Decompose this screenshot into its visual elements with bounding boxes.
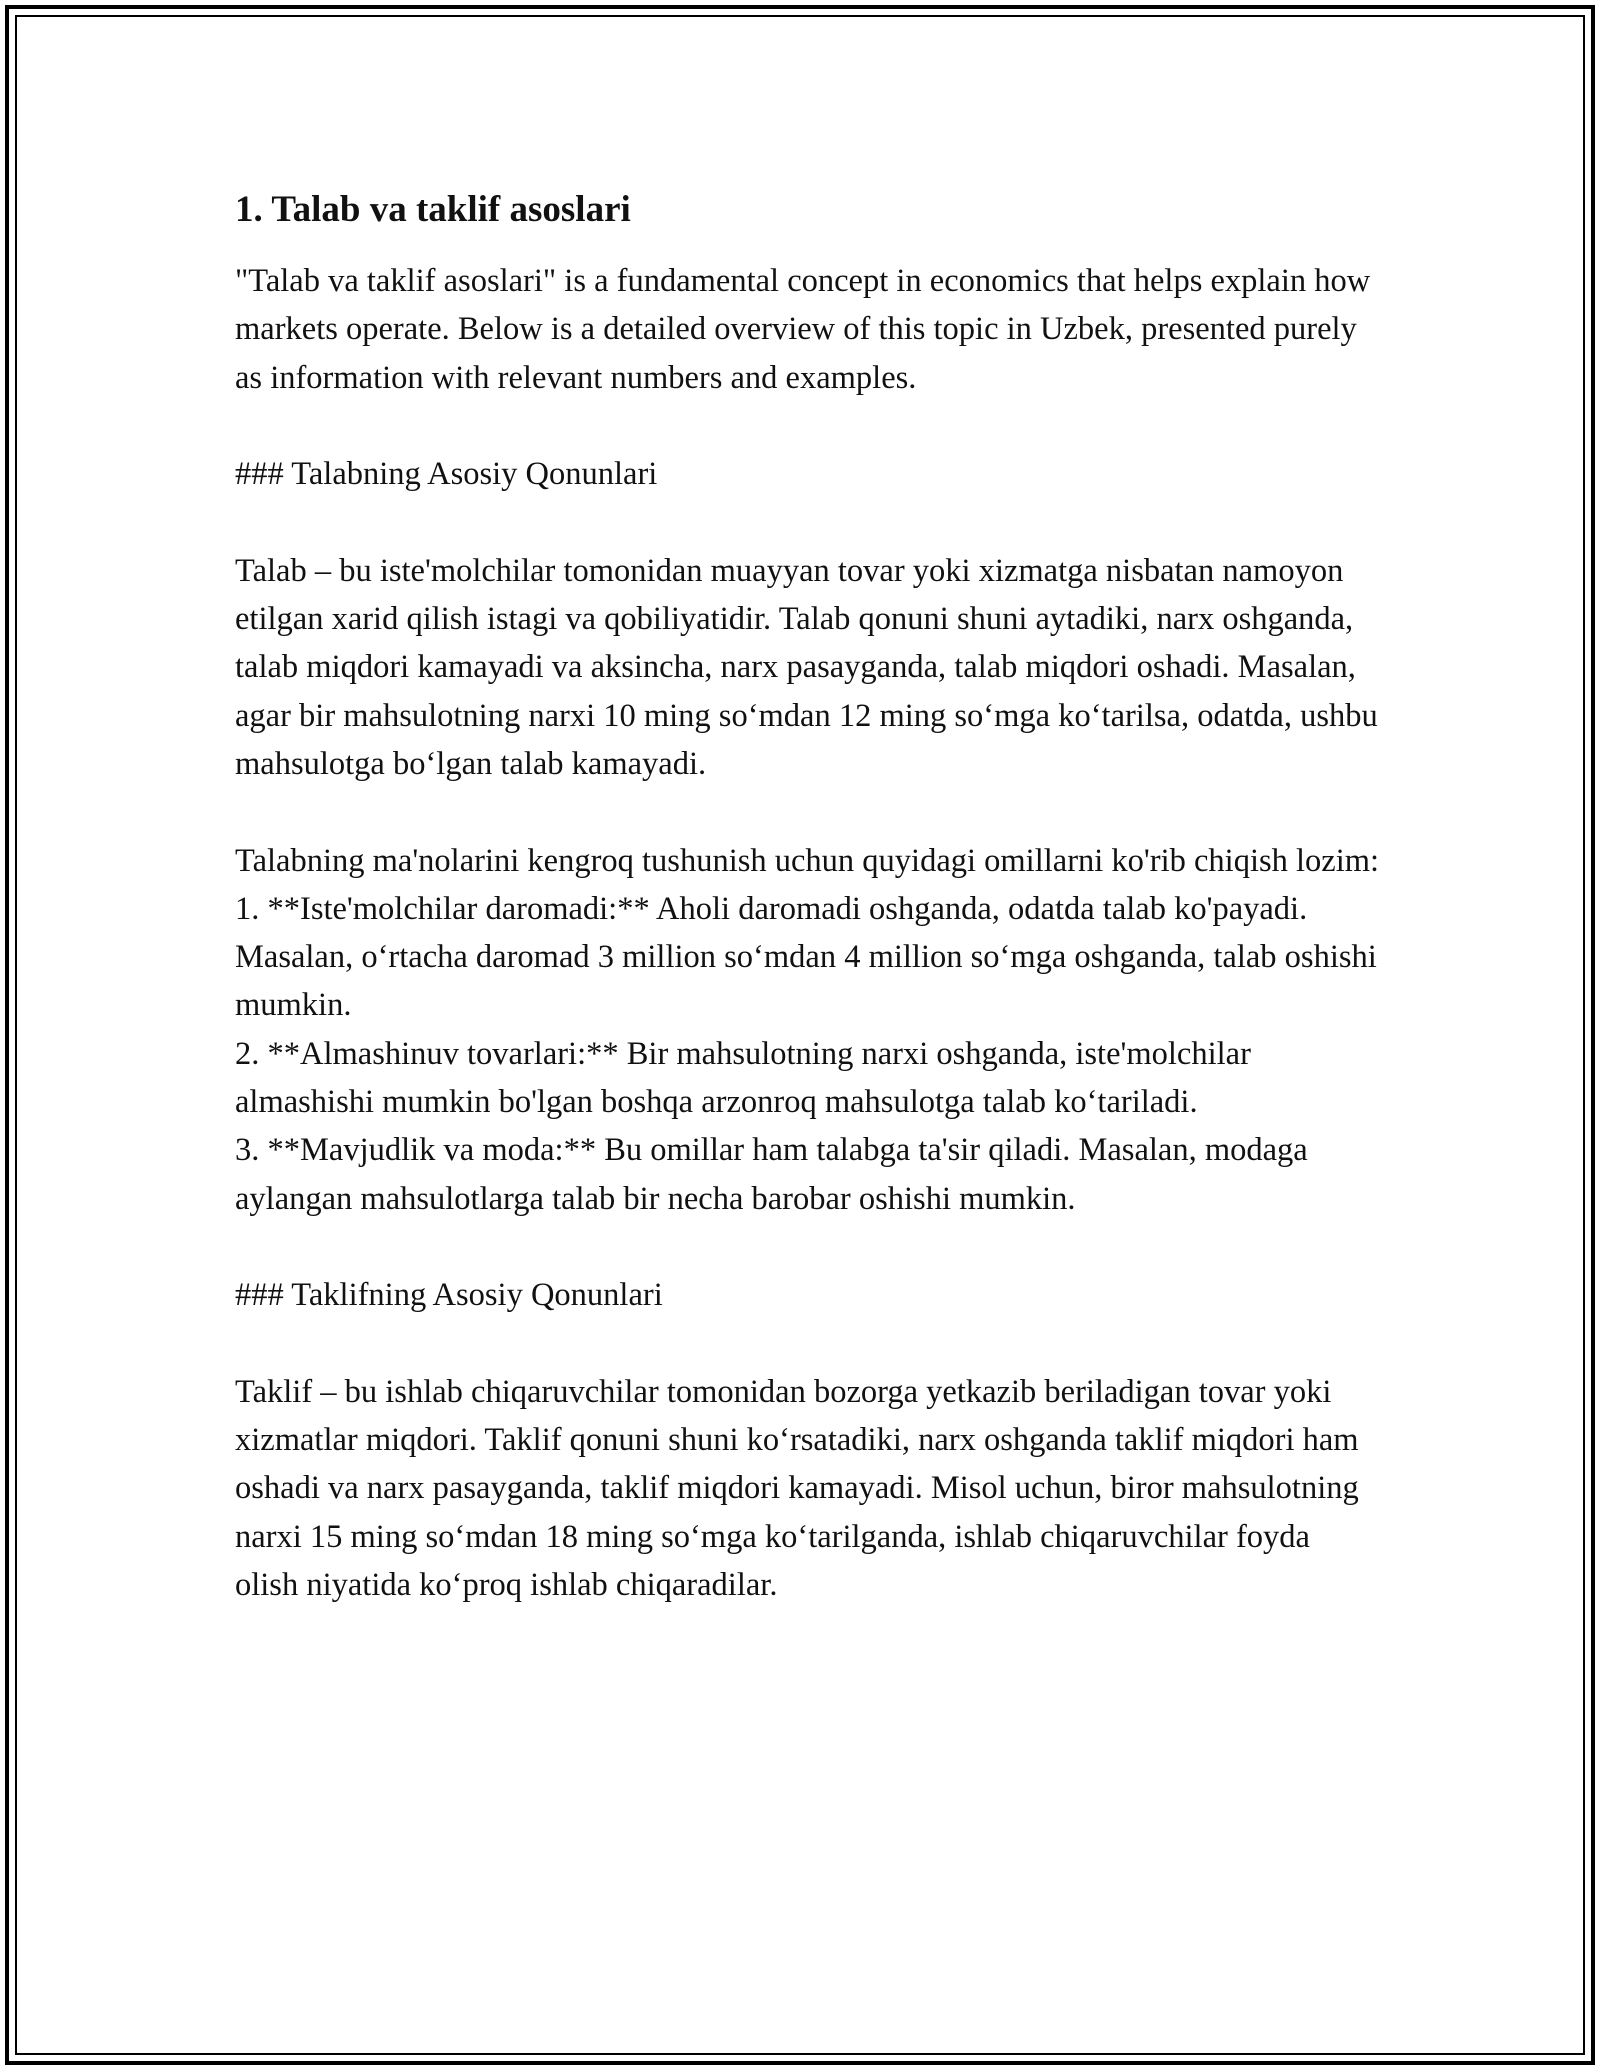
demand-paragraph: Talab – bu iste'molchilar tomonidan muayyan tovar yoki xizmatga nisbatan namoyon etilgan xarid qilish istagi va qobiliyatidir. Talab qonuni shuni aytadiki, narx oshganda, talab miqdori kamayadi va aksincha, narx pasayganda, talab miqdori oshadi. Masalan, agar bir mahsulotning narxi 10 ming so‘mdan 12 ming so‘mga ko‘tarilsa, odatda, ushbu mahsulotga bo‘lgan talab kamayadi. <box>235 552 1378 782</box>
paragraph-gap <box>235 498 1380 546</box>
paragraph-gap <box>235 1320 1380 1368</box>
paragraph-gap <box>235 788 1380 836</box>
paragraph-gap <box>235 402 1380 450</box>
factor-item-substitutes: 2. **Almashinuv tovarlari:** Bir mahsulotning narxi oshganda, iste'molchilar almashishi mumkin bo'lgan boshqa arzonroq mahsulotga talab ko‘tariladi. <box>235 1035 1251 1121</box>
factor-item-availability: 3. **Mavjudlik va moda:** Bu omillar ham talabga ta'sir qiladi. Masalan, modaga aylangan mahsulotlarga talab bir necha barobar oshishi mumkin. <box>235 1132 1308 1217</box>
document-body <box>235 185 1380 1609</box>
factor-item-income: 1. **Iste'molchilar daromadi:** Aholi daromadi oshganda, odatda talab ko'payadi. Masalan, o‘rtacha daromad 3 million so‘mdan 4 million so‘mga oshganda, talab oshishi mumkin. <box>235 890 1377 1024</box>
intro-paragraph: "Talab va taklif asoslari" is a fundamental concept in economics that helps explain how markets operate. Below is a detailed overview of this topic in Uzbek, presented purely as information with relevant numbers and examples. <box>235 263 1371 396</box>
factors-intro: Talabning ma'nolarini kengroq tushunish uchun quyidagi omillarni ko'rib chiqish lozim: <box>235 842 1380 879</box>
paragraph-gap <box>235 1223 1380 1271</box>
document-title: 1. Talab va taklif asoslari <box>235 189 631 230</box>
section-heading-demand: ### Talabning Asosiy Qonunlari <box>235 456 658 493</box>
supply-paragraph: Taklif – bu ishlab chiqaruvchilar tomonidan bozorga yetkazib beriladigan tovar yoki xizmatlar miqdori. Taklif qonuni shuni ko‘rsatadiki, narx oshganda taklif miqdori ham oshadi va narx pasayganda, taklif miqdori kamayadi. Misol uchun, biror mahsulotning narxi 15 ming so‘mdan 18 ming so‘mga ko‘tarilganda, ishlab chiqaruvchilar foyda olish niyatida ko‘proq ishlab chiqaradilar. <box>235 1373 1359 1604</box>
section-heading-supply: ### Taklifning Asosiy Qonunlari <box>235 1277 663 1314</box>
